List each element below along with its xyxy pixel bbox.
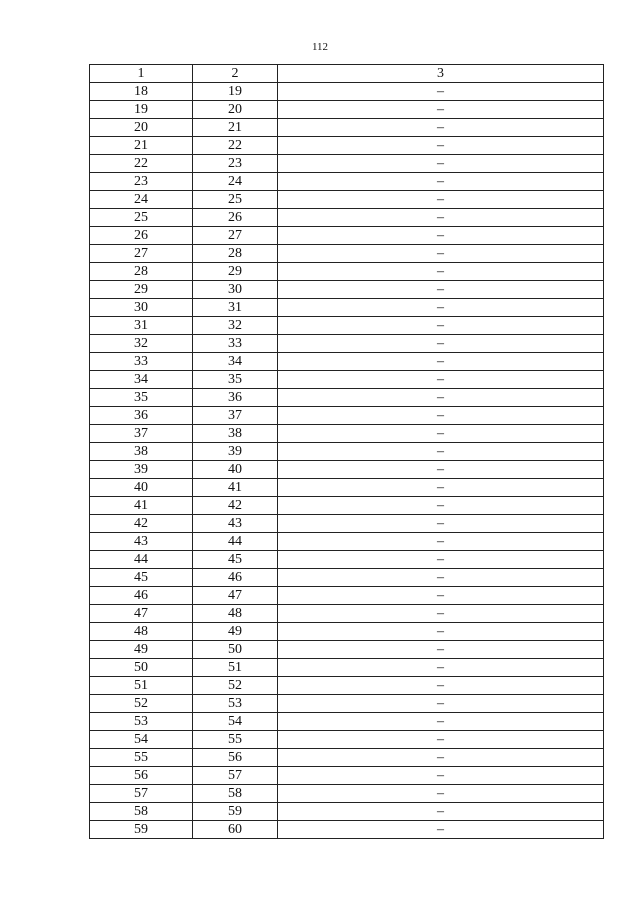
header-cell-1: 1: [90, 65, 193, 83]
table-row: [90, 101, 604, 119]
table-cell-col-2: 33: [193, 335, 278, 353]
table-cell-col-2: 54: [193, 713, 278, 731]
table-cell-col-3: –: [278, 317, 604, 335]
table-cell-col-1: 42: [90, 515, 193, 533]
table-cell-col-1: 21: [90, 137, 193, 155]
table-cell-col-2: 35: [193, 371, 278, 389]
table-row: [90, 497, 604, 515]
table-cell-col-2: 21: [193, 119, 278, 137]
table-cell-col-1: 53: [90, 713, 193, 731]
table-row: [90, 281, 604, 299]
table-cell-col-3: –: [278, 443, 604, 461]
table-cell-col-3: –: [278, 569, 604, 587]
table-row: [90, 245, 604, 263]
table-cell-col-1: 39: [90, 461, 193, 479]
table-cell-col-2: 50: [193, 641, 278, 659]
table-row: [90, 785, 604, 803]
table-cell-col-3: –: [278, 695, 604, 713]
table-cell-col-1: 28: [90, 263, 193, 281]
table-row: [90, 353, 604, 371]
table-row: [90, 623, 604, 641]
table-row: [90, 209, 604, 227]
table-cell-col-2: 52: [193, 677, 278, 695]
table-cell-col-1: 30: [90, 299, 193, 317]
table-row: [90, 821, 604, 839]
table-cell-col-1: 56: [90, 767, 193, 785]
table-cell-col-3: –: [278, 767, 604, 785]
table-cell-col-2: 47: [193, 587, 278, 605]
table-cell-col-3: –: [278, 713, 604, 731]
table-cell-col-1: 46: [90, 587, 193, 605]
table-cell-col-3: –: [278, 173, 604, 191]
table-row: [90, 695, 604, 713]
table-cell-col-2: 40: [193, 461, 278, 479]
table-row: [90, 767, 604, 785]
table-cell-col-2: 49: [193, 623, 278, 641]
table-cell-col-1: 47: [90, 605, 193, 623]
table-row: [90, 713, 604, 731]
table-cell-col-2: 29: [193, 263, 278, 281]
table-row: [90, 137, 604, 155]
table-cell-col-1: 49: [90, 641, 193, 659]
table-cell-col-1: 18: [90, 83, 193, 101]
table-cell-col-1: 26: [90, 227, 193, 245]
table-cell-col-2: 51: [193, 659, 278, 677]
table-cell-col-2: 43: [193, 515, 278, 533]
table-cell-col-3: –: [278, 533, 604, 551]
table-cell-col-3: –: [278, 263, 604, 281]
table-cell-col-2: 22: [193, 137, 278, 155]
table-cell-col-2: 38: [193, 425, 278, 443]
table-cell-col-2: 44: [193, 533, 278, 551]
table-cell-col-2: 32: [193, 317, 278, 335]
table-cell-col-3: –: [278, 83, 604, 101]
table-row: [90, 191, 604, 209]
table-row: [90, 425, 604, 443]
table-cell-col-2: 31: [193, 299, 278, 317]
table-row: [90, 119, 604, 137]
table-cell-col-3: –: [278, 425, 604, 443]
table-cell-col-1: 37: [90, 425, 193, 443]
table-cell-col-1: 27: [90, 245, 193, 263]
table-row: [90, 587, 604, 605]
table-cell-col-1: 36: [90, 407, 193, 425]
table-cell-col-2: 48: [193, 605, 278, 623]
table-cell-col-2: 25: [193, 191, 278, 209]
table-cell-col-2: 27: [193, 227, 278, 245]
table-row: [90, 551, 604, 569]
table-cell-col-2: 41: [193, 479, 278, 497]
table-cell-col-3: –: [278, 479, 604, 497]
table-cell-col-1: 32: [90, 335, 193, 353]
table-row: [90, 371, 604, 389]
table-row: [90, 515, 604, 533]
table-cell-col-1: 35: [90, 389, 193, 407]
table-cell-col-1: 44: [90, 551, 193, 569]
table-cell-col-3: –: [278, 551, 604, 569]
table-cell-col-3: –: [278, 749, 604, 767]
table-row: [90, 569, 604, 587]
table-body: [90, 65, 604, 839]
table-row: [90, 173, 604, 191]
table-cell-col-2: 34: [193, 353, 278, 371]
header-cell-3: 3: [278, 65, 604, 83]
table-cell-col-1: 51: [90, 677, 193, 695]
table-cell-col-1: 29: [90, 281, 193, 299]
table-cell-col-3: –: [278, 785, 604, 803]
table-cell-col-2: 19: [193, 83, 278, 101]
table-cell-col-2: 42: [193, 497, 278, 515]
table-row: [90, 605, 604, 623]
table-cell-col-1: 25: [90, 209, 193, 227]
table-cell-col-3: –: [278, 299, 604, 317]
table-cell-col-1: 58: [90, 803, 193, 821]
header-cell-2: 2: [193, 65, 278, 83]
table-row: [90, 83, 604, 101]
table-cell-col-2: 53: [193, 695, 278, 713]
table-cell-col-3: –: [278, 191, 604, 209]
table-cell-col-2: 36: [193, 389, 278, 407]
table-cell-col-3: –: [278, 101, 604, 119]
table-cell-col-3: –: [278, 497, 604, 515]
table-cell-col-2: 39: [193, 443, 278, 461]
table-cell-col-1: 52: [90, 695, 193, 713]
table-cell-col-3: –: [278, 731, 604, 749]
table-cell-col-3: –: [278, 281, 604, 299]
data-table: [89, 64, 604, 839]
table-cell-col-1: 40: [90, 479, 193, 497]
table-row: [90, 803, 604, 821]
table-cell-col-2: 24: [193, 173, 278, 191]
table-cell-col-1: 22: [90, 155, 193, 173]
table-cell-col-3: –: [278, 605, 604, 623]
table-cell-col-3: –: [278, 371, 604, 389]
table-cell-col-1: 48: [90, 623, 193, 641]
table-cell-col-2: 57: [193, 767, 278, 785]
table-cell-col-2: 30: [193, 281, 278, 299]
table-row: [90, 479, 604, 497]
table-cell-col-1: 43: [90, 533, 193, 551]
table-row: [90, 659, 604, 677]
table-cell-col-1: 24: [90, 191, 193, 209]
table-cell-col-2: 26: [193, 209, 278, 227]
table-cell-col-3: –: [278, 335, 604, 353]
table-cell-col-3: –: [278, 821, 604, 839]
table-cell-col-3: –: [278, 137, 604, 155]
table-cell-col-3: –: [278, 353, 604, 371]
table-row: [90, 335, 604, 353]
table-cell-col-1: 34: [90, 371, 193, 389]
table-cell-col-3: –: [278, 245, 604, 263]
table-row: [90, 731, 604, 749]
table-cell-col-3: –: [278, 623, 604, 641]
table-cell-col-2: 56: [193, 749, 278, 767]
table-cell-col-1: 31: [90, 317, 193, 335]
table-cell-col-1: 54: [90, 731, 193, 749]
table-cell-col-3: –: [278, 227, 604, 245]
table-cell-col-1: 38: [90, 443, 193, 461]
table-row: [90, 641, 604, 659]
table-cell-col-3: –: [278, 389, 604, 407]
table-cell-col-3: –: [278, 587, 604, 605]
table-cell-col-3: –: [278, 155, 604, 173]
table-cell-col-3: –: [278, 659, 604, 677]
table-cell-col-1: 45: [90, 569, 193, 587]
table-cell-col-1: 50: [90, 659, 193, 677]
table-cell-col-2: 20: [193, 101, 278, 119]
table-row: [90, 263, 604, 281]
table-cell-col-1: 33: [90, 353, 193, 371]
table-row: [90, 155, 604, 173]
table-cell-col-1: 59: [90, 821, 193, 839]
table-row: [90, 317, 604, 335]
table-cell-col-3: –: [278, 677, 604, 695]
table-cell-col-3: –: [278, 407, 604, 425]
table-cell-col-3: –: [278, 515, 604, 533]
table-cell-col-2: 37: [193, 407, 278, 425]
table-cell-col-1: 41: [90, 497, 193, 515]
table-row: [90, 749, 604, 767]
table-cell-col-3: –: [278, 803, 604, 821]
table-cell-col-3: –: [278, 641, 604, 659]
table-row: [90, 227, 604, 245]
table-cell-col-2: 59: [193, 803, 278, 821]
table-row: [90, 389, 604, 407]
table-cell-col-1: 23: [90, 173, 193, 191]
table-row: [90, 407, 604, 425]
table-cell-col-1: 57: [90, 785, 193, 803]
table-cell-col-3: –: [278, 209, 604, 227]
table-cell-col-1: 19: [90, 101, 193, 119]
table-row: [90, 677, 604, 695]
header-row: [90, 65, 604, 83]
table-cell-col-1: 55: [90, 749, 193, 767]
table-cell-col-2: 46: [193, 569, 278, 587]
page-number: 112: [311, 41, 329, 53]
table-cell-col-2: 28: [193, 245, 278, 263]
table-cell-col-2: 23: [193, 155, 278, 173]
table-cell-col-3: –: [278, 119, 604, 137]
table-row: [90, 533, 604, 551]
table-cell-col-2: 45: [193, 551, 278, 569]
table-row: [90, 461, 604, 479]
table-cell-col-1: 20: [90, 119, 193, 137]
table-cell-col-2: 60: [193, 821, 278, 839]
table-row: [90, 299, 604, 317]
table-cell-col-3: –: [278, 461, 604, 479]
table-row: [90, 443, 604, 461]
table-cell-col-2: 58: [193, 785, 278, 803]
table-cell-col-2: 55: [193, 731, 278, 749]
